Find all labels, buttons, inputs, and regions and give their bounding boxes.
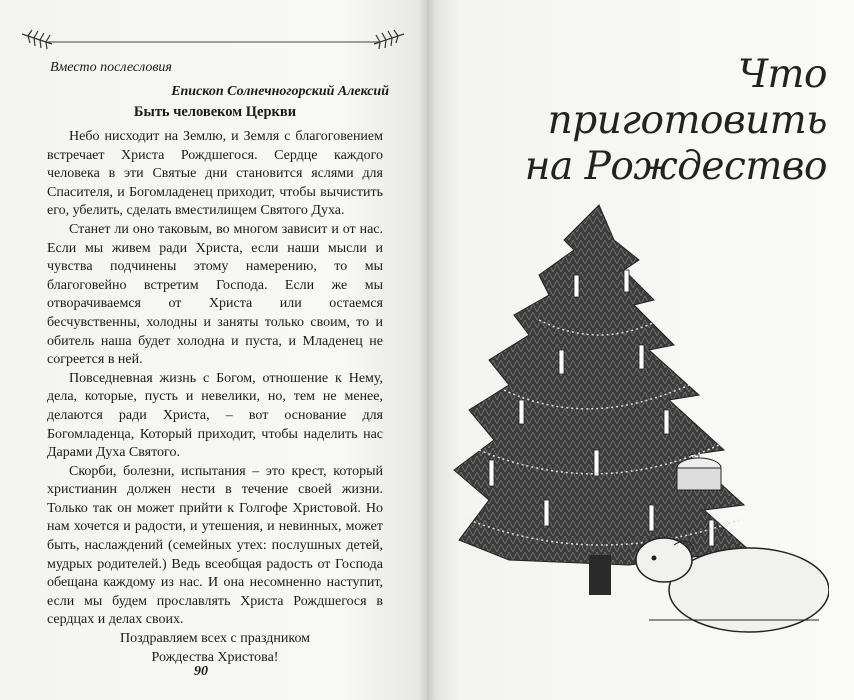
- section-label: Вместо послесловия: [50, 60, 172, 75]
- book-gutter: [418, 0, 436, 700]
- chapter-title: [457, 52, 827, 190]
- right-page: [427, 0, 854, 700]
- paragraph: Станет ли оно таковым, во многом зависит и от нас. Если мы живем ради Христа, если наши мысли и чувства подчинены этому намерению, то мы благоговейно встретим Господа. Если же мы отворачиваемся от Христа или остаемся бесчувственны, холодны и заняты только своим, то и обитель наша будет холодна и пуста, и Младенец не согреется в ней.: [47, 221, 383, 368]
- author-name: Епископ Солнечногорский Алексий: [171, 84, 389, 99]
- article-heading: Быть человеком Церкви: [133, 104, 297, 120]
- article-body: [47, 128, 383, 667]
- christmas-tree-with-lamb-icon: [449, 200, 829, 650]
- closing-greeting-line: Поздравляем всех с праздником: [119, 631, 311, 647]
- page-number: 90: [194, 664, 208, 679]
- paragraph: Небо нисходит на Землю, и Земля с благоговением встречает Христа Рождшегося. Сердце каждого человека в эти Святые дни становится яслями для Спасителя, и Богомладенец приходит, чтобы вычистить его, убелить, сделать вместилищем Святого Духа.: [47, 129, 383, 219]
- closing-greeting-line: Рождества Христова!: [151, 649, 279, 665]
- chapter-title-line: на Рождество: [524, 144, 827, 189]
- paragraph: Скорби, болезни, испытания – это крест, который христианин должен нести в течение своей жизни. Только так он может прийти к Голгофе Христовой. Но нам хочется и радости, и утешения, и невинных, может быть, наслаждений (семейных утех: послушных детей, мудрых родителей.) Ведь всеобщая радость от Господа обещана каждому из нас. И она несомненно наступит, если мы будем прославлять Христа Рождшегося в сердцах и делах своих.: [47, 463, 383, 628]
- chapter-title-line: Что приготовить: [547, 52, 827, 143]
- paragraph: Повседневная жизнь с Богом, отношение к Нему, дела, которые, пусть и невелики, но, тем не менее, делаются ради Христа, – вот основание для Богомладенца, Который приходит, чтобы наделить нас Дарами Духа Святого.: [47, 370, 383, 461]
- pine-branch-divider-icon: [18, 28, 408, 56]
